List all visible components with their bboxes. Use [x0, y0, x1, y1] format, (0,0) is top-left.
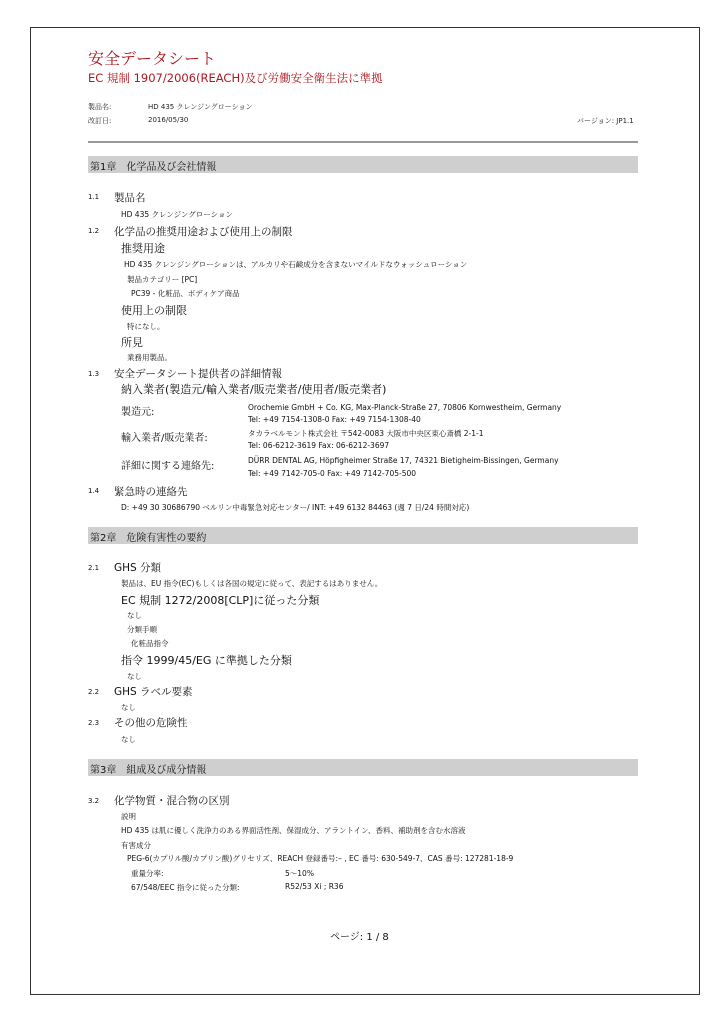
- subsection-title: EC 規制 1272/2008[CLP]に従った分類: [121, 594, 320, 607]
- manufacturer-address: Orochemie GmbH + Co. KG, Max-Planck-Straße 27, 70806 Kornwestheim, Germany: [248, 403, 562, 412]
- note-text: 業務用製品。: [127, 353, 172, 362]
- section-number: 1.4: [88, 487, 100, 495]
- section-title: その他の危険性: [114, 717, 188, 729]
- ghs-classification-text: 製品は、EU 指令(EC)もしくは各国の規定に従って、表記するはありません。: [121, 579, 383, 588]
- eec-classification-label: 67/548/EEC 指令に従った分類:: [131, 883, 240, 892]
- section-title: 安全データシート提供者の詳細情報: [114, 368, 282, 380]
- product-name-label: 製品名:: [88, 103, 112, 111]
- contact-address: DÜRR DENTAL AG, Höpfigheimer Straße 17, 74321 Bietigheim-Bissingen, Germany: [248, 456, 559, 465]
- subsection-title: 所見: [121, 336, 143, 349]
- manufacturer-label: 製造元:: [121, 407, 155, 418]
- other-hazards-value: なし: [121, 735, 136, 744]
- section-title: 緊急時の連絡先: [114, 486, 188, 498]
- recommended-use-text: HD 435 クレンジングローションは、アルカリや石鹸成分を含まないマイルドなウォッシュローション: [124, 260, 468, 269]
- hazardous-component-line: PEG-6(カプリル酸/カプリン酸)グリセリズ、REACH 登録番号:– , EC 番号: 630-549-7、CAS 番号: 127281-18-9: [127, 854, 514, 863]
- product-category-label: 製品カテゴリー [PC]: [127, 275, 198, 284]
- distributor-label: 輸入業者/販売業者:: [121, 433, 208, 444]
- header-rule: [88, 141, 638, 143]
- chapter-3-title: 第3章 組成及び成分情報: [90, 765, 207, 776]
- contact-label: 詳細に関する連絡先:: [121, 461, 215, 472]
- distributor-phone: Tel: 06-6212-3619 Fax: 06-6212-3697: [248, 441, 390, 450]
- revision-date-value: 2016/05/30: [148, 116, 189, 124]
- hazardous-components-label: 有害成分: [121, 841, 151, 850]
- contact-phone: Tel: +49 7142-705-0 Fax: +49 7142-705-500: [248, 469, 417, 478]
- section-title: GHS 分類: [114, 562, 162, 574]
- chapter-1-title: 第1章 化学品及び会社情報: [90, 162, 217, 173]
- classification-procedure-value: 化粧品指令: [131, 639, 169, 648]
- manufacturer-phone: Tel: +49 7154-1308-0 Fax: +49 7154-1308-40: [248, 415, 421, 424]
- document-title: 安全データシート: [88, 49, 217, 68]
- section-number: 2.2: [88, 688, 100, 696]
- section-number: 1.2: [88, 227, 100, 235]
- product-name-value: HD 435 クレンジングローション: [148, 103, 253, 111]
- section-number: 2.1: [88, 564, 100, 572]
- chapter-2-title: 第2章 危険有害性の要約: [90, 533, 207, 544]
- subsection-title: 納入業者(製造元/輸入業者/販売業者/使用者/販売業者): [121, 383, 387, 396]
- chapter-3-header: [88, 759, 638, 776]
- eec-classification-value: R52/53 Xi ; R36: [285, 882, 344, 891]
- revision-date-label: 改訂日:: [88, 117, 112, 125]
- section-number: 2.3: [88, 719, 100, 727]
- description-text: HD 435 は肌に優しく洗浄力のある界面活性剤、保湿成分、アラントイン、香料、補助剤を含む水溶液: [121, 826, 466, 835]
- section-number: 3.2: [88, 797, 100, 805]
- subsection-title: 推奨用途: [121, 242, 165, 255]
- product-category-value: PC39 - 化粧品、ボディケア商品: [131, 289, 240, 298]
- description-label: 説明: [121, 812, 136, 821]
- section-number: 1.3: [88, 370, 100, 378]
- document-subtitle: EC 規制 1907/2006(REACH)及び労働安全衛生法に準拠: [88, 71, 383, 85]
- clp-classification-value: なし: [127, 611, 142, 620]
- section-title: 化学品の推奨用途および使用上の制限: [114, 226, 293, 238]
- subsection-title: 使用上の制限: [121, 304, 187, 317]
- weight-fraction-label: 重量分率:: [131, 869, 164, 878]
- use-limit-text: 特になし。: [127, 322, 165, 331]
- section-title: 化学物質・混合物の区別: [114, 795, 230, 807]
- chapter-2-header: [88, 527, 638, 544]
- section-title: 製品名: [114, 192, 146, 204]
- product-name-text: HD 435 クレンジングローション: [121, 210, 233, 219]
- classification-procedure-label: 分類手順: [127, 625, 157, 634]
- page-number: ページ: 1 / 8: [330, 932, 389, 943]
- subsection-title: 指令 1999/45/EG に準拠した分類: [121, 654, 292, 667]
- section-title: GHS ラベル要素: [114, 686, 193, 698]
- weight-fraction-value: 5〜10%: [285, 869, 314, 878]
- distributor-address: タカラベルモント株式会社 〒542-0083 大阪市中央区東心斎橋 2-1-1: [248, 429, 484, 438]
- directive-classification-value: なし: [127, 672, 142, 681]
- version-label: バージョン: JP1.1: [577, 117, 634, 125]
- section-number: 1.1: [88, 193, 100, 201]
- emergency-contact-text: D: +49 30 30686790 ベルリン中毒緊急対応センター/ INT: +49 6132 84463 (週 7 日/24 時間対応): [121, 503, 470, 512]
- label-elements-value: なし: [121, 703, 136, 712]
- chapter-1-header: [88, 156, 638, 173]
